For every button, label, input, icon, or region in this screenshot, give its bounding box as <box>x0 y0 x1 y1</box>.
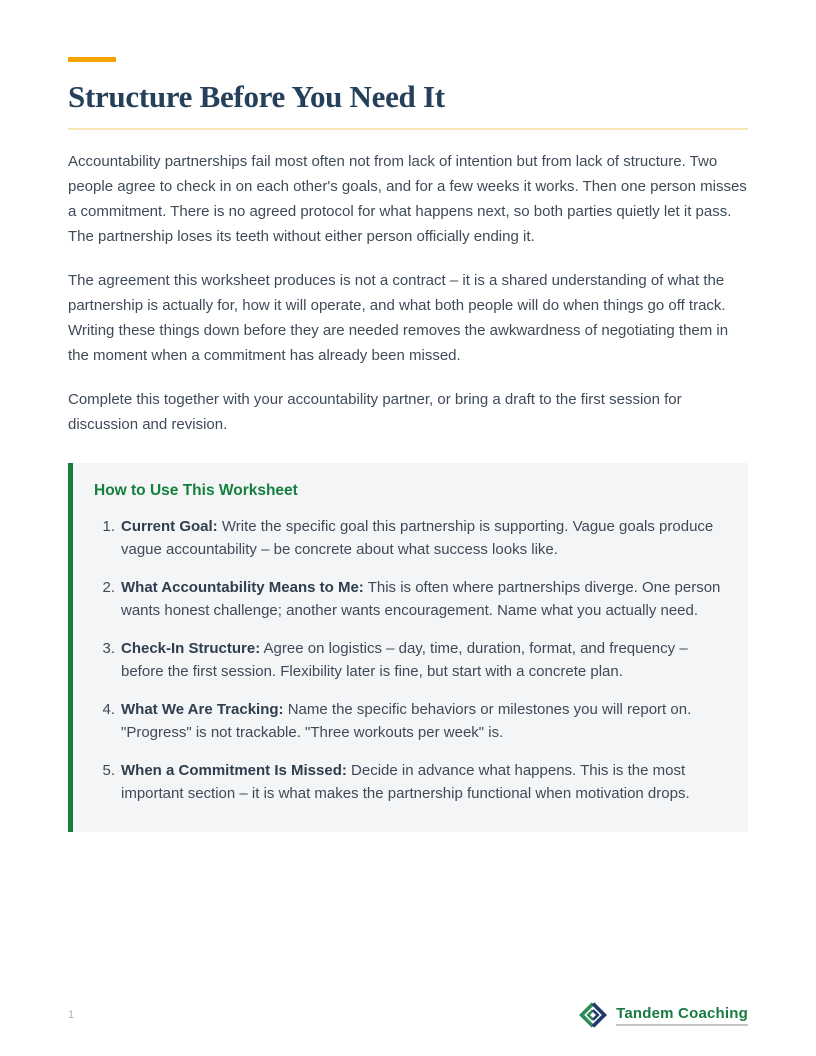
list-item-text <box>121 637 724 683</box>
brand-logo <box>579 1001 748 1029</box>
list-item-text <box>121 698 724 744</box>
how-to-use-callout <box>68 463 748 832</box>
list-item-body: Write the specific goal this partnership is supporting. Vague goals produce vague accountability – be concrete about what success looks like. <box>121 518 714 558</box>
tandem-diamond-icon <box>579 1001 607 1029</box>
list-item-label: Check-In Structure: <box>121 640 261 657</box>
list-item-number: 1. <box>102 518 115 535</box>
list-item-number: 3. <box>102 640 115 657</box>
list-item-body: Name the specific behaviors or milestones you will report on. "Progress" is not trackable. "Three workouts per week" is. <box>121 701 692 741</box>
list-item <box>94 576 724 622</box>
page-number: 1 <box>68 1009 75 1021</box>
list-item-number: 4. <box>102 701 115 718</box>
instruction-list <box>94 515 724 805</box>
list-item-body: This is often where partnerships diverge. One person wants honest challenge; another wants encouragement. Name what you actually need. <box>121 579 721 619</box>
list-item <box>94 515 724 561</box>
list-item-text <box>121 515 724 561</box>
page-title: Structure Before You Need It <box>68 79 748 130</box>
brand-name: Tandem Coaching <box>616 1005 748 1026</box>
intro-paragraph: Complete this together with your accountability partner, or bring a draft to the first session for discussion and revision. <box>68 391 682 433</box>
list-item-number: 5. <box>102 762 115 779</box>
list-item-label: Current Goal: <box>121 518 218 535</box>
list-item <box>94 759 724 805</box>
callout-heading: How to Use This Worksheet <box>94 482 298 499</box>
list-item-body: Agree on logistics – day, time, duration, format, and frequency – before the first session. Flexibility later is fine, but start with a concrete plan. <box>121 640 688 680</box>
list-item-number: 2. <box>102 579 115 596</box>
intro-section <box>68 149 748 437</box>
list-item-text <box>121 576 724 622</box>
list-item-label: When a Commitment Is Missed: <box>121 762 347 779</box>
list-item-text <box>121 759 724 805</box>
intro-paragraph: The agreement this worksheet produces is not a contract – it is a shared understanding of what the partnership is actually for, how it will operate, and what both people will do when things go off track. Writing these things down before they are needed removes the awkwardness of negotiating them in the moment when a commitment has already been missed. <box>68 272 729 364</box>
page-footer <box>68 1001 748 1029</box>
list-item-label: What We Are Tracking: <box>121 701 284 718</box>
list-item <box>94 637 724 683</box>
list-item-label: What Accountability Means to Me: <box>121 579 364 596</box>
list-item-body: Decide in advance what happens. This is the most important section – it is what makes the partnership functional when motivation drops. <box>121 762 690 802</box>
intro-paragraph: Accountability partnerships fail most often not from lack of intention but from lack of structure. Two people agree to check in on each other's goals, and for a few weeks it works. Then one person misses a commitment. There is no agreed protocol for what happens next, so both parties quietly let it pass. The partnership loses its teeth without either person officially ending it. <box>68 153 747 245</box>
list-item <box>94 698 724 744</box>
accent-bar <box>68 57 116 62</box>
